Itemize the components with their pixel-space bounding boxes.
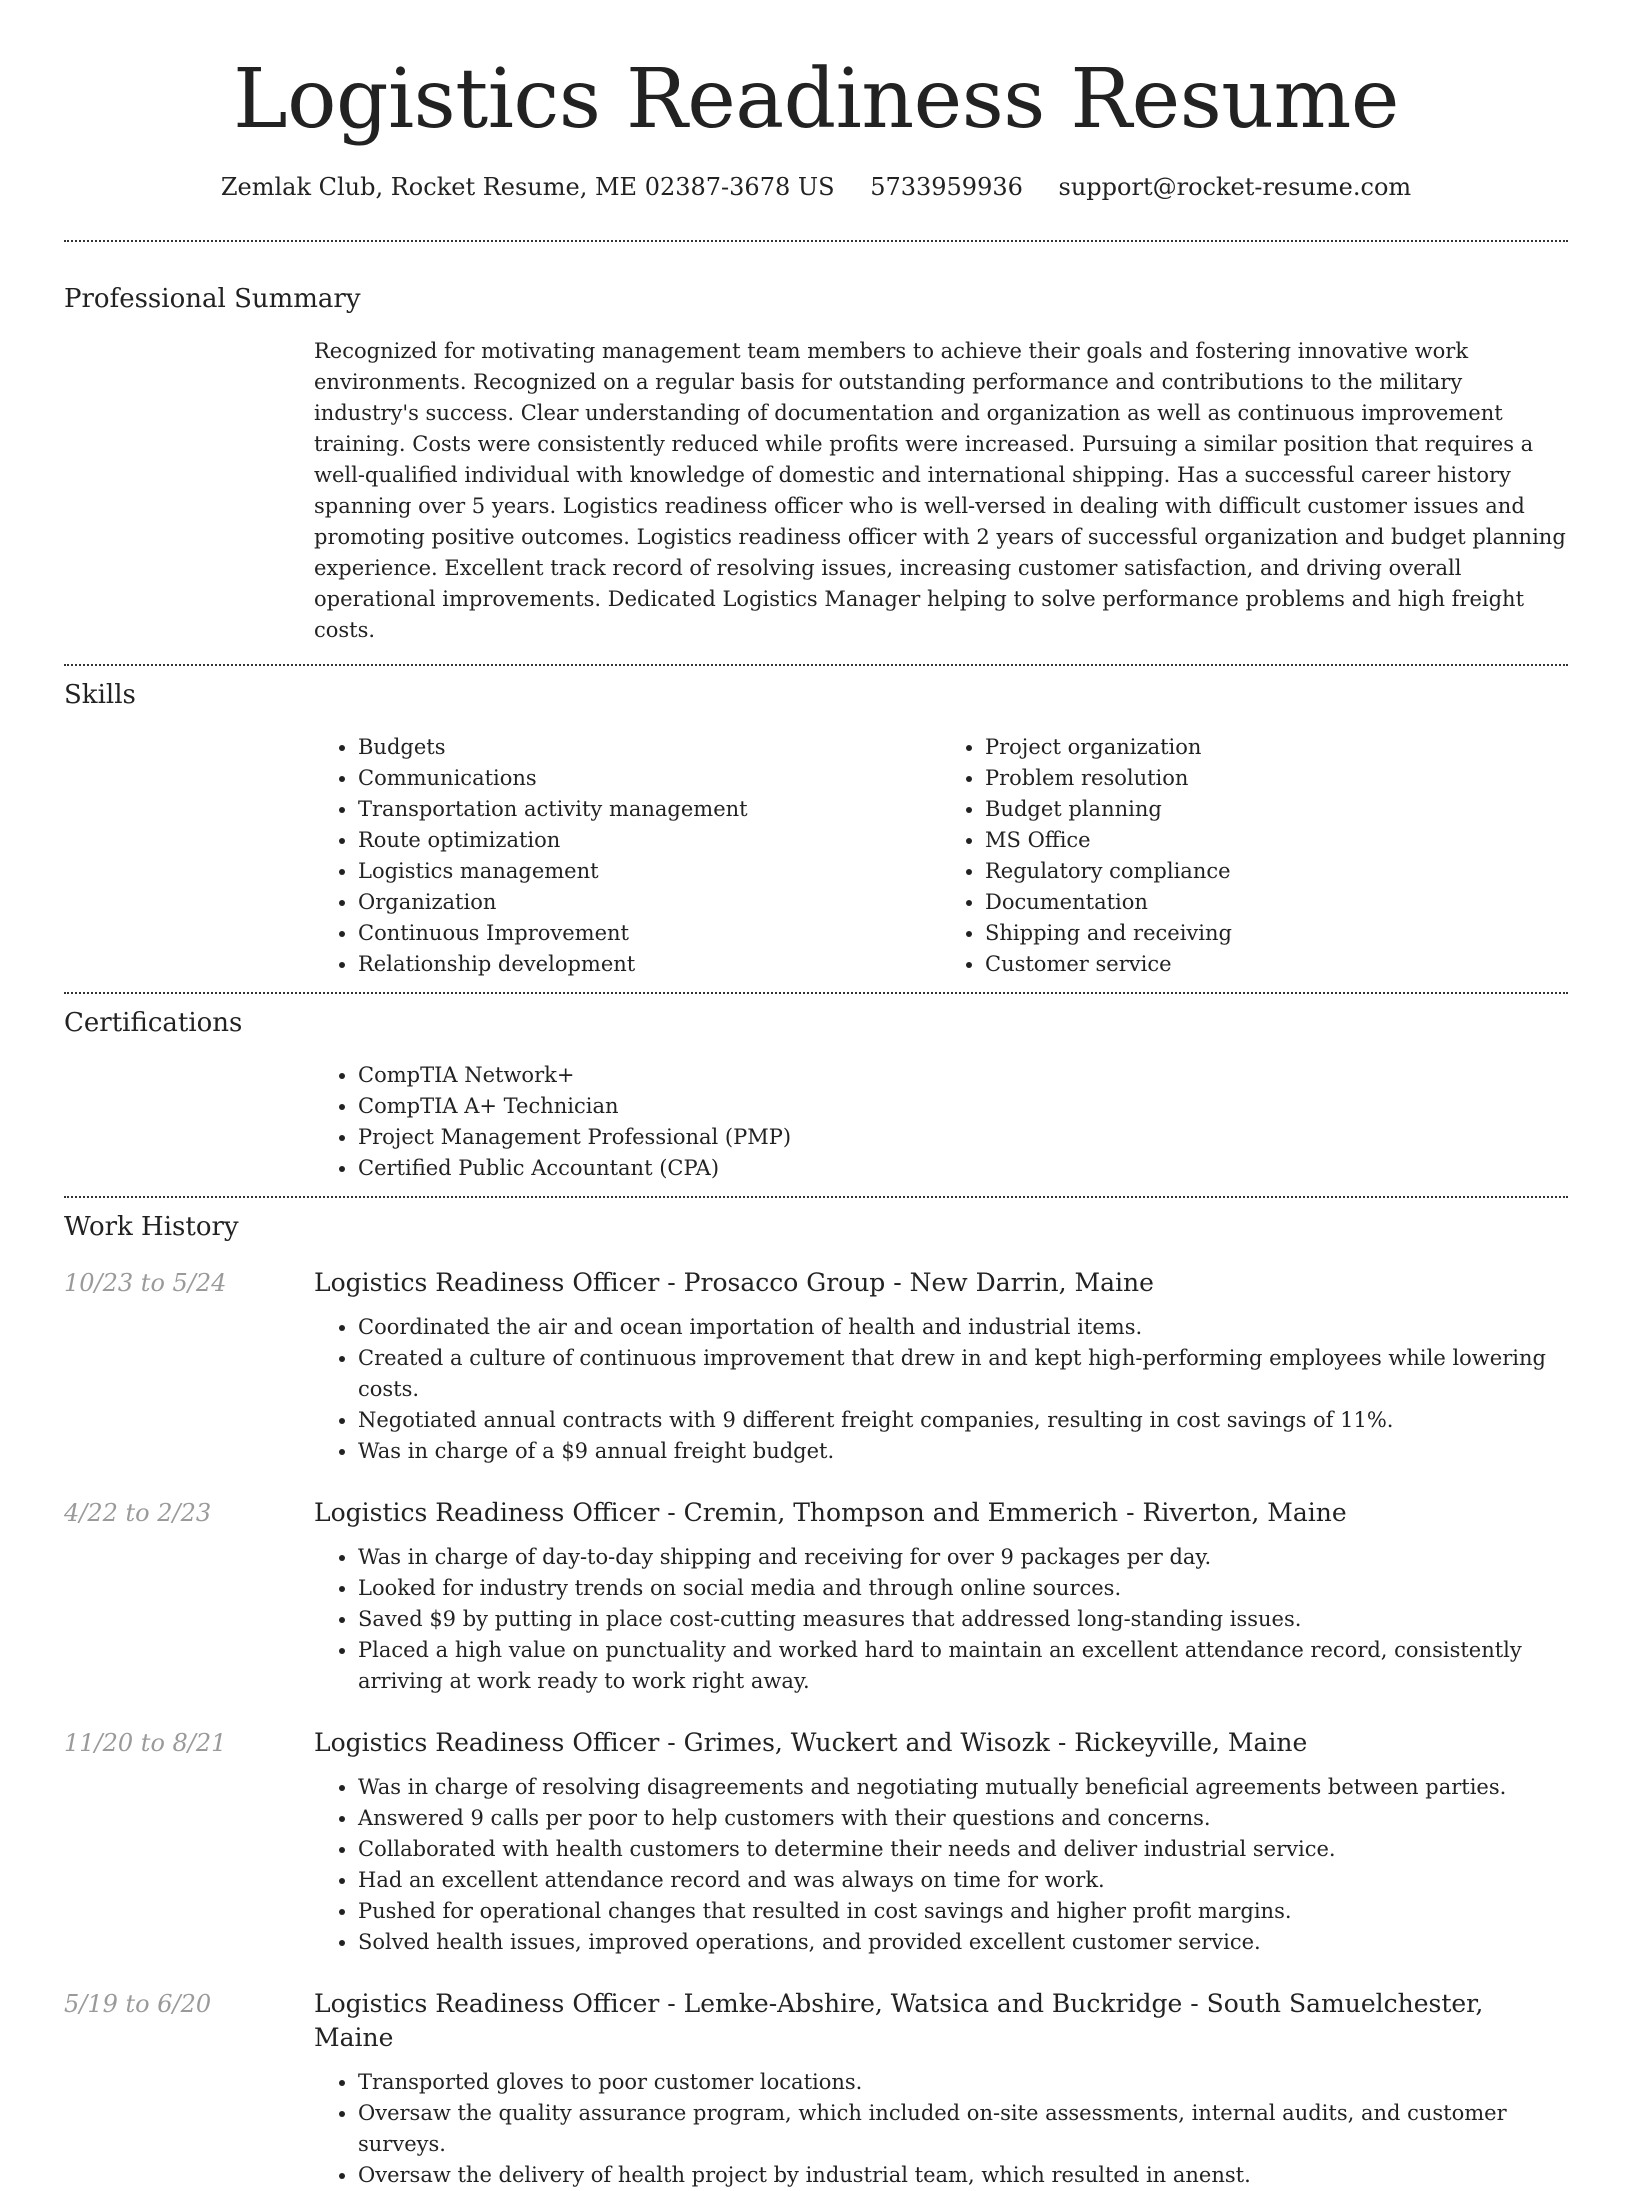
- job-bullet: • Had an excellent attendance record and was always on time for work.: [358, 1865, 1568, 1896]
- skill-item: • Continuous Improvement: [358, 918, 941, 949]
- certifications-section: [64, 994, 1568, 1196]
- job-bullet: • Answered 9 calls per poor to help customers with their questions and concerns.: [358, 1803, 1568, 1834]
- job-bullet: • Saved $9 by putting in place cost-cutting measures that addressed long-standing issues.: [358, 1604, 1568, 1635]
- job-dates: 11/20 to 8/21: [64, 1729, 227, 1757]
- skill-item: • Transportation activity management: [358, 794, 941, 825]
- job-bullets: [314, 2067, 1568, 2191]
- certifications-heading: Certifications: [64, 1008, 243, 1038]
- certification-item: • Project Management Professional (PMP): [358, 1122, 1568, 1153]
- job-entry: [64, 1266, 1568, 1467]
- skill-item: • Logistics management: [358, 856, 941, 887]
- job-bullet: • Solved health issues, improved operations, and provided excellent customer service.: [358, 1927, 1568, 1958]
- job-entry: [64, 1987, 1568, 2191]
- skill-item: • Communications: [358, 763, 941, 794]
- certification-item: • CompTIA Network+: [358, 1060, 1568, 1091]
- skill-item: • Route optimization: [358, 825, 941, 856]
- skill-item: • MS Office: [985, 825, 1568, 856]
- skill-item: • Budgets: [358, 732, 941, 763]
- skill-item: • Documentation: [985, 887, 1568, 918]
- job-dates: 5/19 to 6/20: [64, 1990, 212, 2018]
- job-bullets: [314, 1312, 1568, 1467]
- summary-section: [64, 242, 1568, 664]
- work-history-section: [64, 1198, 1568, 2191]
- job-entry: [64, 1726, 1568, 1958]
- job-entry: [64, 1496, 1568, 1697]
- job-title: Logistics Readiness Officer - Lemke-Abshire, Watsica and Buckridge - South Samuelchester, Maine: [314, 1989, 1484, 2052]
- job-bullets: [314, 1772, 1568, 1958]
- job-bullet: • Transported gloves to poor customer locations.: [358, 2067, 1568, 2098]
- contact-phone: 5733959936: [870, 173, 1023, 201]
- job-title: Logistics Readiness Officer - Prosacco Group - New Darrin, Maine: [314, 1268, 1154, 1297]
- skills-list-left: [314, 732, 941, 980]
- job-bullet: • Was in charge of day-to-day shipping and receiving for over 9 packages per day.: [358, 1542, 1568, 1573]
- work-history-heading: Work History: [64, 1212, 239, 1242]
- skill-item: • Shipping and receiving: [985, 918, 1568, 949]
- summary-heading: Professional Summary: [64, 284, 361, 314]
- job-dates: 10/23 to 5/24: [64, 1269, 227, 1297]
- skill-item: • Budget planning: [985, 794, 1568, 825]
- job-dates: 4/22 to 2/23: [64, 1499, 212, 1527]
- job-bullet: • Negotiated annual contracts with 9 different freight companies, resulting in cost savings of 11%.: [358, 1405, 1568, 1436]
- job-title: Logistics Readiness Officer - Cremin, Thompson and Emmerich - Riverton, Maine: [314, 1498, 1347, 1527]
- contact-email: support@rocket-resume.com: [1058, 173, 1412, 201]
- skill-item: • Regulatory compliance: [985, 856, 1568, 887]
- job-bullet: • Collaborated with health customers to determine their needs and deliver industrial service.: [358, 1834, 1568, 1865]
- certification-item: • Certified Public Accountant (CPA): [358, 1153, 1568, 1184]
- job-bullet: • Coordinated the air and ocean importation of health and industrial items.: [358, 1312, 1568, 1343]
- certification-item: • CompTIA A+ Technician: [358, 1091, 1568, 1122]
- summary-text: Recognized for motivating management team members to achieve their goals and fostering innovative work environments. Recognized on a regular basis for outstanding performance and contributions to the military industry's success. Clear understanding of documentation and organization as well as continuous improvement training. Costs were consistently reduced while profits were increased. Pursuing a similar position that requires a well-qualified individual with knowledge of domestic and international shipping. Has a successful career history spanning over 5 years. Logistics readiness officer who is well-versed in dealing with difficult customer issues and promoting positive outcomes. Logistics readiness officer with 2 years of successful organization and budget planning experience. Excellent track record of resolving issues, increasing customer satisfaction, and driving overall operational improvements. Dedicated Logistics Manager helping to solve performance problems and high freight costs.: [314, 339, 1566, 642]
- skills-section: [64, 666, 1568, 992]
- resume-name: Logistics Readiness Resume: [233, 52, 1399, 147]
- job-bullet: • Created a culture of continuous improvement that drew in and kept high-performing employees while lowering costs.: [358, 1343, 1568, 1405]
- certifications-list: [314, 1060, 1568, 1184]
- skill-item: • Project organization: [985, 732, 1568, 763]
- skill-item: • Customer service: [985, 949, 1568, 980]
- job-bullet: • Oversaw the quality assurance program, which included on-site assessments, internal audits, and customer surveys.: [358, 2098, 1568, 2160]
- skills-heading: Skills: [64, 680, 136, 710]
- contact-address: Zemlak Club, Rocket Resume, ME 02387-3678 US: [220, 173, 835, 201]
- skill-item: • Organization: [358, 887, 941, 918]
- contact-line: [64, 170, 1568, 204]
- job-bullet: • Oversaw the delivery of health project by industrial team, which resulted in anenst.: [358, 2160, 1568, 2191]
- job-bullet: • Was in charge of resolving disagreements and negotiating mutually beneficial agreements between parties.: [358, 1772, 1568, 1803]
- job-bullet: • Pushed for operational changes that resulted in cost savings and higher profit margins.: [358, 1896, 1568, 1927]
- skill-item: • Relationship development: [358, 949, 941, 980]
- job-bullet: • Looked for industry trends on social media and through online sources.: [358, 1573, 1568, 1604]
- job-bullets: [314, 1542, 1568, 1697]
- job-title: Logistics Readiness Officer - Grimes, Wuckert and Wisozk - Rickeyville, Maine: [314, 1728, 1308, 1757]
- skills-list-right: [941, 732, 1568, 980]
- job-bullet: • Placed a high value on punctuality and worked hard to maintain an excellent attendance record, consistently arriving at work ready to work right away.: [358, 1635, 1568, 1697]
- skill-item: • Problem resolution: [985, 763, 1568, 794]
- job-bullet: • Was in charge of a $9 annual freight budget.: [358, 1436, 1568, 1467]
